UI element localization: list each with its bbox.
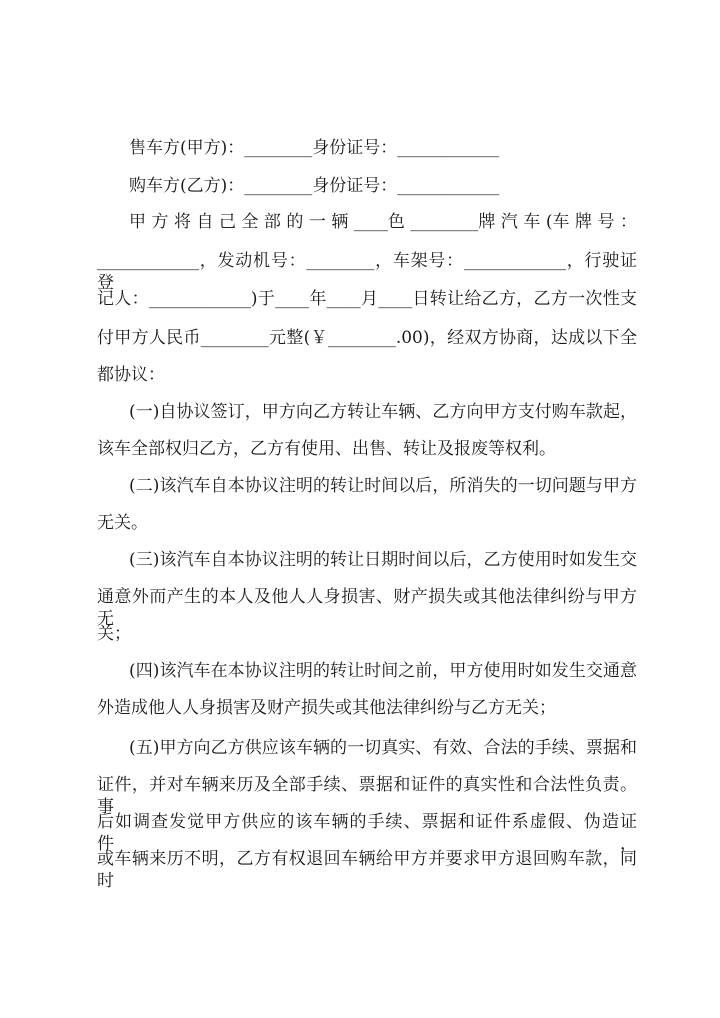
clause-5-line: 或车辆来历不明，乙方有权退回车辆给甲方并要求甲方退回购车款，同时 bbox=[97, 849, 637, 891]
clause-1-line: 该车全部权归乙方，乙方有使用、出售、转让及报废等权利。 bbox=[97, 439, 556, 459]
clause-3-line: 关； bbox=[97, 624, 131, 644]
agreement-text-line: 甲 方 将 自 己 全 部 的 一 辆 ____色 ________牌 汽 车 (车 牌 号 ： bbox=[129, 212, 637, 232]
clause-2-line: 无关。 bbox=[97, 513, 148, 533]
agreement-text-line: 付甲方人民币________元整(￥________.00)，经双方协商，达成以下全 bbox=[97, 328, 637, 348]
clause-3-line: 通意外而产生的本人及他人人身损害、财产损失或其他法律纠纷与甲方无 bbox=[97, 587, 637, 629]
seller-line: 售车方(甲方)：________身份证号：____________ bbox=[129, 138, 500, 158]
clause-5-line: (五)甲方向乙方供应该车辆的一切真实、有效、合法的手续、票据和 bbox=[129, 738, 637, 758]
agreement-text-line: ____________，发动机号：________，车架号：____________，行驶证登 bbox=[97, 251, 637, 293]
clause-5-line: 证件，并对车辆来历及全部手续、票据和证件的真实性和合法性负责。事 bbox=[97, 775, 637, 817]
clause-4-line: (四)该汽车在本协议注明的转让时间之前，甲方使用时如发生交通意 bbox=[129, 661, 637, 681]
buyer-line: 购车方(乙方)：________身份证号：____________ bbox=[129, 176, 500, 196]
clause-4-line: 外造成他人人身损害及财产损失或其他法律纠纷与乙方无关； bbox=[97, 698, 556, 718]
clause-5-line: 后如调查发觉甲方供应的该车辆的手续、票据和证件系虚假、伪造证件， bbox=[97, 812, 637, 854]
clause-2-line: (二)该汽车自本协议注明的转让时间以后，所消失的一切问题与甲方 bbox=[129, 476, 637, 496]
clause-3-line: (三)该汽车自本协议注明的转让日期时间以后，乙方使用时如发生交 bbox=[129, 550, 637, 570]
clause-1-line: (一)自协议签订，甲方向乙方转让车辆、乙方向甲方支付购车款起， bbox=[129, 402, 637, 422]
agreement-text-line: 记人：____________)于____年____月____日转让给乙方，乙方一次性支 bbox=[97, 289, 637, 309]
agreement-text-line: 都协议： bbox=[97, 365, 165, 385]
